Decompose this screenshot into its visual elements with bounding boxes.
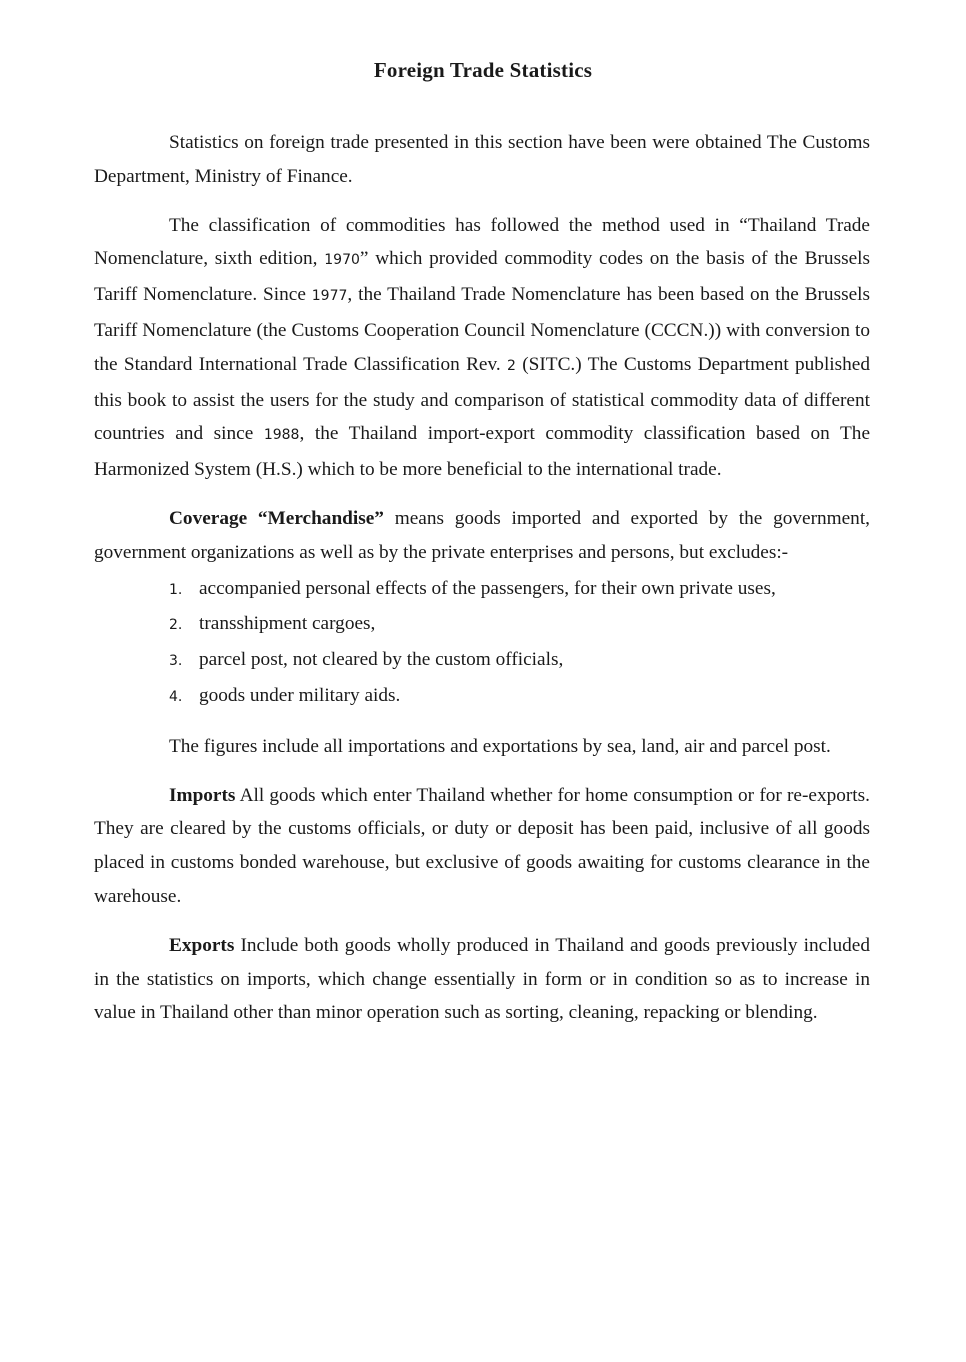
classification-year-1988: 1988 (263, 427, 300, 444)
imports-heading: Imports (169, 784, 236, 806)
classification-rev-number: 2 (507, 357, 516, 374)
imports-paragraph (94, 779, 870, 914)
exclusions-list (94, 572, 870, 715)
figures-text: The figures include all importations and exportations by sea, land, air and parcel post. (169, 735, 831, 757)
classification-paragraph (94, 209, 870, 487)
classification-year-1977: 1977 (311, 288, 348, 305)
list-item-number: 1. (169, 581, 183, 598)
intro-paragraph (94, 126, 870, 194)
coverage-heading: Coverage “Merchandise” (169, 507, 384, 529)
coverage-text: means goods imported and exported by the government, government organizations as well as by the private enterprises and persons, but excludes:- (94, 507, 870, 563)
figures-paragraph (94, 730, 870, 764)
list-item (169, 572, 870, 608)
classification-text-4: (SITC.) The Customs Department published this book to assist the users for the study and comparison of statistical commodity data of different countries and since (94, 353, 870, 445)
classification-year-1970: 1970 (324, 252, 360, 269)
coverage-paragraph (94, 502, 870, 570)
classification-text-1: The classification of commodities has followed the method used in “Thailand Trade Nomenclature, sixth edition, (94, 214, 870, 270)
list-item-text: transshipment cargoes, (199, 613, 376, 635)
list-item-text: accompanied personal effects of the passengers, for their own private uses, (199, 577, 776, 599)
exports-paragraph (94, 929, 870, 1030)
page-title: Foreign Trade Statistics (373, 58, 593, 82)
document-body (94, 126, 870, 1045)
list-item-number: 2. (169, 617, 183, 634)
exports-heading: Exports (169, 934, 235, 956)
list-item-text: goods under military aids. (199, 684, 401, 706)
list-item-text: parcel post, not cleared by the custom officials, (199, 649, 564, 671)
list-item-number: 4. (169, 688, 183, 705)
classification-text-2: ” which provided commodity codes on the basis of the Brussels Tariff Nomenclature. Since (94, 248, 870, 306)
list-item (169, 607, 870, 643)
list-item (169, 643, 870, 679)
exports-text: Include both goods wholly produced in Thailand and goods previously included in the statistics on imports, which change essentially in form or in condition so as to increase in value in Thailand other than minor operation such as sorting, cleaning, repacking or blending. (94, 934, 870, 1024)
intro-text: Statistics on foreign trade presented in this section have been were obtained The Customs Department, Ministry of Finance. (94, 132, 870, 187)
list-item (169, 679, 870, 715)
list-item-number: 3. (169, 653, 183, 670)
imports-text: All goods which enter Thailand whether for home consumption or for re-exports. They are cleared by the customs officials, or duty or deposit has been paid, inclusive of all goods placed in customs bonded warehouse, but exclusive of goods awaiting for customs clearance in the warehouse. (94, 784, 870, 907)
classification-text-3: , the Thailand Trade Nomenclature has been based on the Brussels Tariff Nomenclature (the Customs Cooperation Council Nomenclature (CCCN.)) with conversion to the Standard International Trade Classification Rev. (94, 284, 870, 375)
classification-text-5: , the Thailand import-export commodity classification based on The Harmonized System (H.S.) which to be more beneficial to the international trade. (94, 423, 870, 481)
